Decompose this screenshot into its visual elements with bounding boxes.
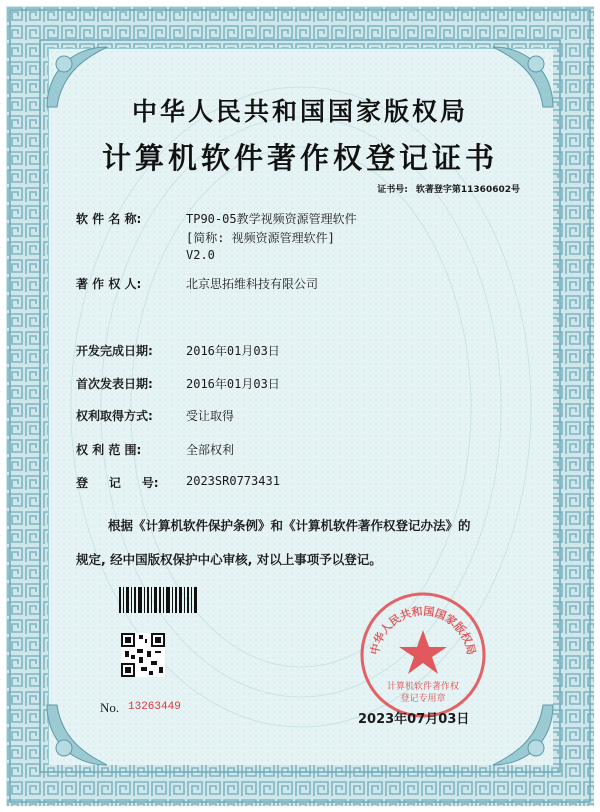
field-label-scope: 权 利 范 围: <box>76 443 142 457</box>
field-label-publish-date: 首次发表日期: <box>76 377 153 391</box>
issuer-title: 中华人民共和国国家版权局 <box>131 97 468 126</box>
field-value-scope: 全部权利 <box>186 443 235 457</box>
seal-arc-text: 中华人民共和国国家版权局 <box>368 604 478 657</box>
field-value-acquisition: 受让取得 <box>186 409 235 423</box>
field-label-registration-no: 登 记 号: <box>76 476 159 490</box>
certificate-number-label: 证书号: <box>377 185 408 195</box>
field-value-owner: 北京思拓维科技有限公司 <box>186 277 319 291</box>
issue-date: 2023年07月03日 <box>358 712 470 727</box>
field-value-software-name: TP90-05教学视频资源管理软件 <box>186 212 357 226</box>
star-icon <box>399 630 447 674</box>
field-label-software-name: 软 件 名 称: <box>76 212 142 226</box>
serial-label: No. <box>100 700 120 715</box>
statement-line-1: 根据《计算机软件保护条例》和《计算机软件著作权登记办法》的 <box>108 518 471 533</box>
official-seal <box>358 590 488 720</box>
field-value-registration-no: 2023SR0773431 <box>186 474 280 488</box>
field-label-dev-date: 开发完成日期: <box>76 344 153 358</box>
seal-line-1: 计算机软件著作权 <box>386 682 460 692</box>
field-value-software-short-name: [简称: 视频资源管理软件] <box>186 231 335 245</box>
certificate-number <box>369 182 520 195</box>
field-value-software-version: V2.0 <box>186 248 215 262</box>
certificate-number-value: 软著登字第11360602号 <box>415 185 520 195</box>
serial-number: 13263449 <box>128 701 181 713</box>
seal-line-2: 登记专用章 <box>400 694 446 704</box>
qr-code-icon <box>121 633 165 677</box>
field-label-owner: 著 作 权 人: <box>76 277 142 291</box>
field-value-dev-date: 2016年01月03日 <box>186 344 280 358</box>
field-value-publish-date: 2016年01月03日 <box>186 377 280 391</box>
barcode <box>119 587 199 613</box>
corner-ornament-icon <box>488 700 558 770</box>
field-label-acquisition: 权利取得方式: <box>76 409 153 423</box>
certificate-title: 计算机软件著作权登记证书 <box>101 141 498 175</box>
statement-line-2: 规定, 经中国版权保护中心审核, 对以上事项予以登记。 <box>76 552 382 567</box>
